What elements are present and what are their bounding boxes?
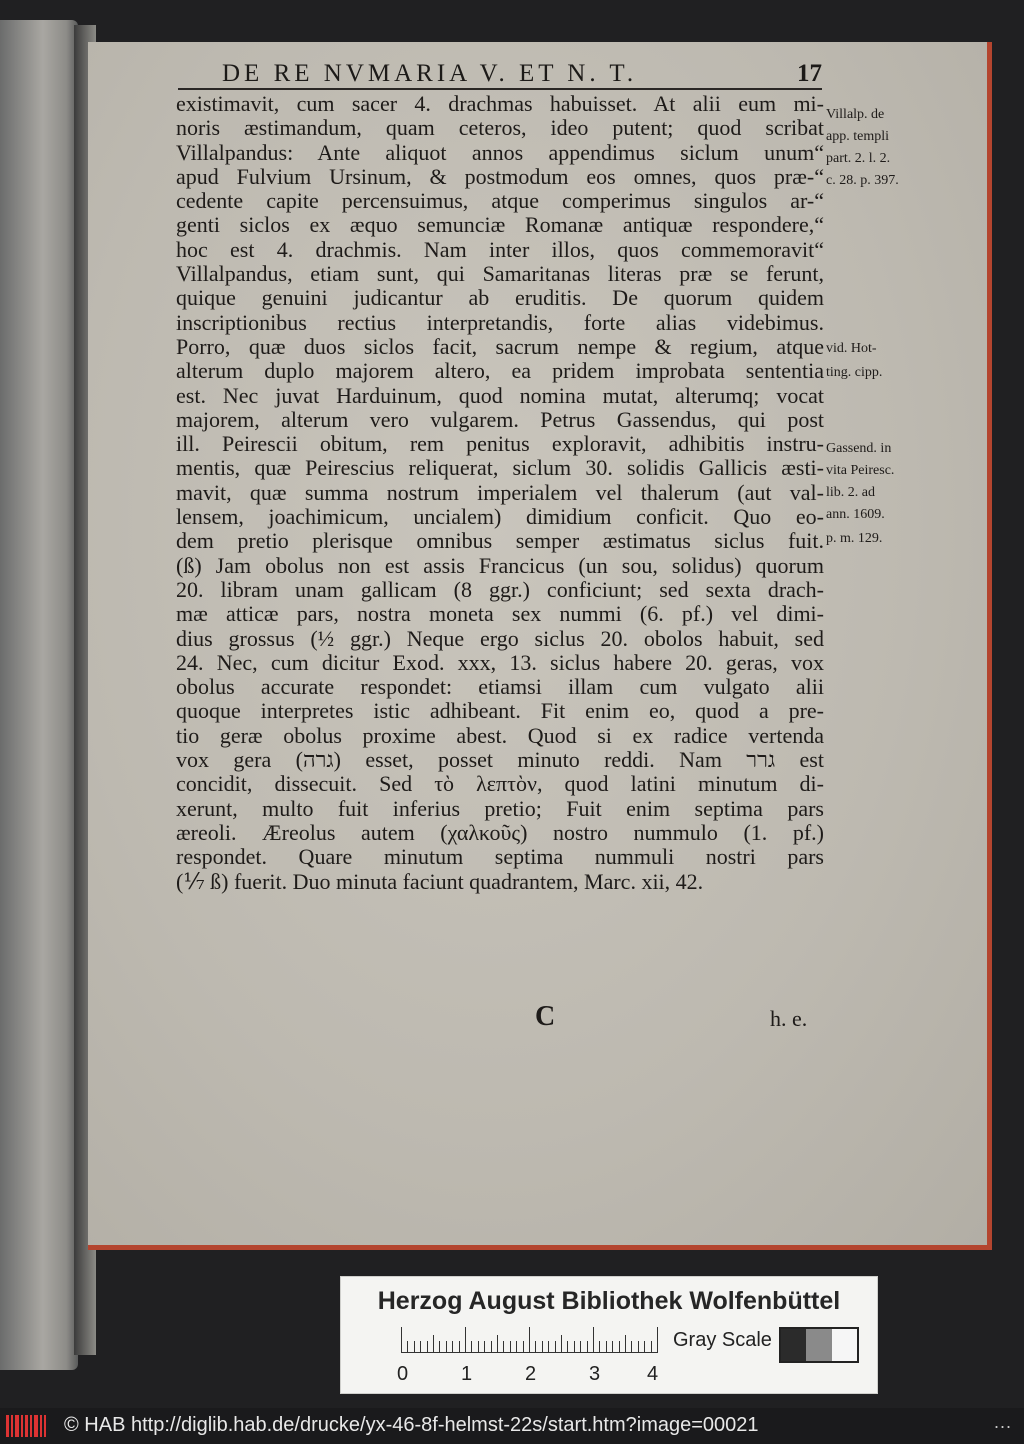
- ruler-tick: [452, 1341, 453, 1353]
- left-page-edge: [0, 20, 78, 1370]
- text-line: existimavit, cum sacer 4. drachmas habuisset. At alii eum mi-: [176, 92, 824, 116]
- ruler-tick: [631, 1341, 632, 1353]
- text-line: inscriptionibus rectius interpretandis, forte alias videbimus.: [176, 310, 824, 335]
- ruler-tick: [497, 1335, 498, 1353]
- ruler-tick: [529, 1327, 530, 1353]
- ruler-tick: [561, 1335, 562, 1353]
- ruler-tick: [427, 1341, 428, 1353]
- margin-note: ann. 1609.: [826, 507, 885, 522]
- margin-note: Gassend. in: [826, 441, 892, 456]
- ruler-label-4: 4: [647, 1363, 659, 1385]
- ruler-tick: [587, 1341, 588, 1353]
- ruler-tick: [471, 1341, 472, 1353]
- ruler-tick: [619, 1341, 620, 1353]
- text-line: cedente capite percensuimus, atque comperimus singulos ar-“: [176, 189, 824, 214]
- ruler-tick: [433, 1335, 434, 1353]
- margin-note: p. m. 129.: [826, 531, 883, 546]
- ruler-tick: [503, 1341, 504, 1353]
- ruler: [401, 1327, 657, 1353]
- margin-note: app. templi: [826, 129, 889, 144]
- text-line: apud Fulvium Ursinum, & postmodum eos omnes, quos præ-“: [176, 164, 824, 189]
- text-line: quique genuini judicantur ab eruditis. De quorum quidem: [176, 286, 824, 311]
- footer-bar: [0, 1408, 1024, 1444]
- ruler-tick: [542, 1341, 543, 1353]
- catchword: h. e.: [770, 1006, 808, 1031]
- ruler-label-1: 1: [461, 1363, 473, 1385]
- ruler-tick: [606, 1341, 607, 1353]
- text-line: est. Nec juvat Harduinum, quod nomina mutat, alterumq; vocat: [176, 383, 824, 408]
- ruler-tick: [465, 1327, 466, 1353]
- ruler-tick: [599, 1341, 600, 1353]
- ruler-tick: [548, 1341, 549, 1353]
- margin-note: Villalp. de: [826, 107, 885, 122]
- text-line: noris æstimandum, quam ceteros, ideo putent; quod scribat: [176, 116, 824, 141]
- ruler-tick: [491, 1341, 492, 1353]
- text-line: (ß) Jam obolus non est assis Francicus (un sou, solidus) quorum: [176, 553, 824, 578]
- more-icon[interactable]: ...: [993, 1412, 1012, 1432]
- ruler-tick: [593, 1327, 594, 1353]
- ruler-label-2: 2: [525, 1363, 537, 1385]
- ruler-tick: [459, 1341, 460, 1353]
- color-target: [340, 1276, 878, 1394]
- margin-note: lib. 2. ad: [826, 485, 875, 500]
- ruler-tick: [484, 1341, 485, 1353]
- ruler-tick: [478, 1341, 479, 1353]
- page-number: 17: [797, 60, 822, 87]
- grayscale-label: Gray Scale: [673, 1329, 772, 1351]
- barcode-icon: [6, 1415, 46, 1437]
- text-line: obolus accurate respondet: etiamsi illam cum vulgato alii: [176, 675, 824, 700]
- signature-mark: C: [535, 1001, 556, 1032]
- ruler-tick: [446, 1341, 447, 1353]
- text-line: mentis, quæ Peirescius reliquerat, siclum 30. solidis Gallicis æsti-: [176, 456, 824, 481]
- text-line: mavit, quæ summa nostrum imperialem vel thalerum (aut val-: [176, 480, 824, 505]
- text-line: Villalpandus: Ante aliquot annos appendimus siclum unum“: [176, 140, 824, 165]
- ruler-tick: [567, 1341, 568, 1353]
- ruler-tick: [574, 1341, 575, 1353]
- head-rule: [178, 88, 822, 90]
- ruler-tick: [407, 1341, 408, 1353]
- text-line: hoc est 4. drachmis. Nam inter illos, quos commemoravit“: [176, 237, 824, 262]
- ruler-tick: [625, 1335, 626, 1353]
- ruler-tick: [644, 1341, 645, 1353]
- ruler-tick: [420, 1341, 421, 1353]
- gray-patch-light: [832, 1329, 857, 1361]
- text-line: majorem, alterum vero vulgarem. Petrus Gassendus, qui post: [176, 407, 824, 432]
- text-line: æreoli. Æreolus autem (χαλκοῦς) nostro nummulo (1. pf.): [176, 820, 824, 845]
- text-line: 24. Nec, cum dicitur Exod. xxx, 13. siclus habere 20. geras, vox: [176, 650, 824, 675]
- ruler-label-3: 3: [589, 1363, 601, 1385]
- text-line: genti siclos ex æquo semunciæ Romanæ antiquæ respondere,“: [176, 213, 824, 238]
- text-line: dem pretio plerisque omnibus semper æstimatus siclus fuit.: [176, 529, 824, 554]
- margin-note: vita Peiresc.: [826, 463, 895, 478]
- ruler-tick: [439, 1341, 440, 1353]
- text-line: tio geræ obolus proxime abest. Quod si ex radice vertenda: [176, 723, 824, 748]
- margin-note: c. 28. p. 397.: [826, 173, 899, 188]
- gray-patches: [779, 1327, 859, 1363]
- text-line: respondet. Quare minutum septima nummuli nostri pars: [176, 845, 824, 870]
- ruler-tick: [580, 1341, 581, 1353]
- ruler-tick: [516, 1341, 517, 1353]
- text-line: 20. libram unam gallicam (8 ggr.) conficiunt; sed sexta drach-: [176, 577, 824, 602]
- library-name: Herzog August Bibliothek Wolfenbüttel: [377, 1287, 841, 1315]
- text-line: ill. Peirescii obitum, rem penitus exploravit, adhibitis instru-: [176, 432, 824, 457]
- ruler-tick: [535, 1341, 536, 1353]
- text-line: mæ atticæ pars, nostra moneta sex nummi (6. pf.) vel dimi-: [176, 602, 824, 627]
- ruler-tick: [401, 1327, 402, 1353]
- running-head-title: DE RE NVMARIA V. ET N. T.: [222, 60, 638, 87]
- ruler-tick: [523, 1341, 524, 1353]
- gray-patch-mid: [806, 1329, 831, 1361]
- footer-url-text[interactable]: © HAB http://diglib.hab.de/drucke/yx-46-8f-helmst-22s/start.htm?image=00021: [64, 1414, 759, 1436]
- ruler-tick: [657, 1327, 658, 1353]
- text-line: (⅐ ß) fuerit. Duo minuta faciunt quadrantem, Marc. xii, 42.: [176, 869, 704, 894]
- text-line: Porro, quæ duos siclos facit, sacrum nempe & regium, atque: [176, 334, 824, 359]
- ruler-tick: [510, 1341, 511, 1353]
- gray-patch-dark: [781, 1329, 806, 1361]
- ruler-tick: [612, 1341, 613, 1353]
- text-line: Villalpandus, etiam sunt, qui Samaritanas literas præ se ferunt,: [176, 262, 824, 287]
- ruler-tick: [638, 1341, 639, 1353]
- text-line: alterum duplo majorem altero, ea pridem improbata sententia: [176, 359, 824, 384]
- ruler-label-0: 0: [397, 1363, 409, 1385]
- ruler-tick: [651, 1341, 652, 1353]
- text-line: vox gera (גרה) esset, posset minuto reddi. Nam גרר est: [176, 748, 824, 773]
- text-line: concidit, dissecuit. Sed τὸ λεπτὸν, quod latini minutum di-: [176, 772, 824, 797]
- text-line: dius grossus (½ ggr.) Neque ergo siclus 20. obolos habuit, sed: [176, 626, 824, 651]
- text-line: lensem, joachimicum, uncialem) dimidium conficit. Quo eo-: [176, 505, 824, 530]
- margin-note: part. 2. l. 2.: [826, 151, 891, 166]
- margin-note: ting. cipp.: [826, 365, 883, 380]
- body-text: [176, 92, 824, 894]
- text-line: xerunt, multo fuit inferius pretio; Fuit enim septima pars: [176, 796, 824, 821]
- ruler-tick: [414, 1341, 415, 1353]
- ruler-tick: [555, 1341, 556, 1353]
- margin-note: vid. Hot-: [826, 341, 877, 356]
- text-line: quoque interpretes istic adhibeant. Fit enim eo, quod a pre-: [176, 699, 824, 724]
